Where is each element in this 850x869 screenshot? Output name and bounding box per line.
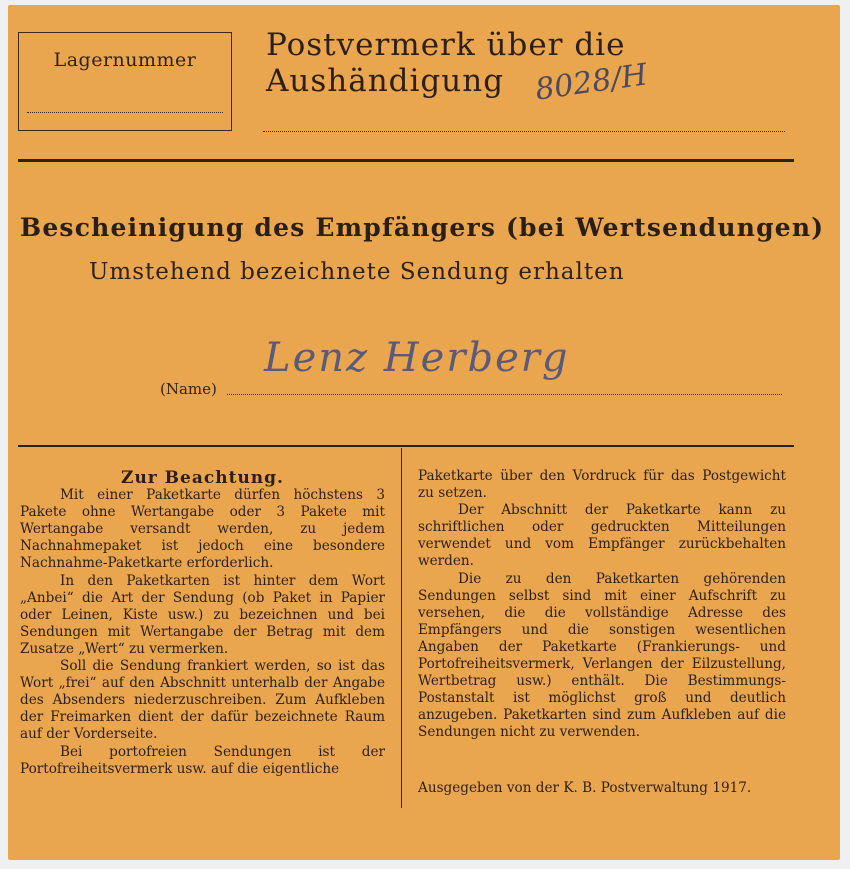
name-label: (Name) (160, 380, 217, 398)
recipient-certificate-title: Bescheinigung des Empfängers (bei Wertsendungen) (20, 213, 825, 242)
notes-paragraph: Mit einer Paketkarte dürfen höchstens 3 Pakete ohne Wertangabe oder 3 Pakete mit Wertangabe versandt werden, zu jedem Nachnahmepaket ist jedoch eine besondere Nachnahme-Paketkarte erforderlich. (20, 487, 385, 572)
notes-paragraph: Soll die Sendung frankiert werden, so ist das Wort „frei“ auf den Abschnitt unterhalb der Angabe des Absenders niederzuschreiben. Zum Aufkleben der Freimarken dient der dafür bezeichnete Raum auf der Vorderseite. (20, 658, 385, 743)
handwritten-signature: Lenz Herberg (264, 335, 570, 381)
notes-paragraph: Paketkarte über den Vordruck für das Postgewicht zu setzen. (418, 468, 786, 502)
postal-note-title: Postvermerk über die Aushändigung (266, 27, 626, 99)
recipient-certificate-subtitle: Umstehend bezeichnete Sendung erhalten (89, 259, 625, 285)
issued-by-line: Ausgegeben von der K. B. Postverwaltung 1917. (418, 780, 752, 796)
name-dotted-line (227, 394, 782, 395)
storage-number-label: Lagernummer (53, 49, 197, 71)
parcel-card (8, 5, 840, 860)
column-divider (401, 448, 402, 808)
handwritten-number: 8028/H (533, 57, 650, 108)
divider-middle (18, 445, 794, 447)
postal-note-dotted-line (263, 131, 785, 132)
notes-paragraph: Die zu den Paketkarten gehörenden Sendungen selbst sind mit einer Aufschrift zu versehen, die die vollständige Adresse des Empfängers und die sonstigen wesentlichen Angaben der Paketkarte (Frankierungs- und Portofreiheitsvermerk, Verlangen der Eilzustellung, Wertbetrag usw.) enthält. Die Bestimmungs-Postanstalt ist möglichst groß und deutlich anzugeben. Paketkarten sind zum Aufkleben auf die Sendungen nicht zu verwenden. (418, 570, 786, 741)
divider-top (18, 159, 794, 162)
storage-number-dotted-line (27, 112, 223, 113)
notes-paragraph: Bei portofreien Sendungen ist der Portofreiheitsvermerk usw. auf die eigentliche (20, 743, 385, 777)
notes-paragraph: Der Abschnitt der Paketkarte kann zu schriftlichen oder gedruckten Mitteilungen verwendet und vom Empfänger zurückbehalten werden. (418, 502, 786, 570)
notes-left-column (20, 470, 385, 778)
notes-paragraph: In den Paketkarten ist hinter dem Wort „Anbei“ die Art der Sendung (ob Paket in Papier oder Leinen, Kiste usw.) zu bezeichnen und bei Sendungen mit Wertangabe der Betrag mit dem Zusatze „Wert“ zu vermerken. (20, 572, 385, 657)
storage-number-box (18, 32, 232, 131)
notes-heading: Zur Beachtung. (121, 468, 284, 488)
notes-right-column (418, 468, 786, 742)
